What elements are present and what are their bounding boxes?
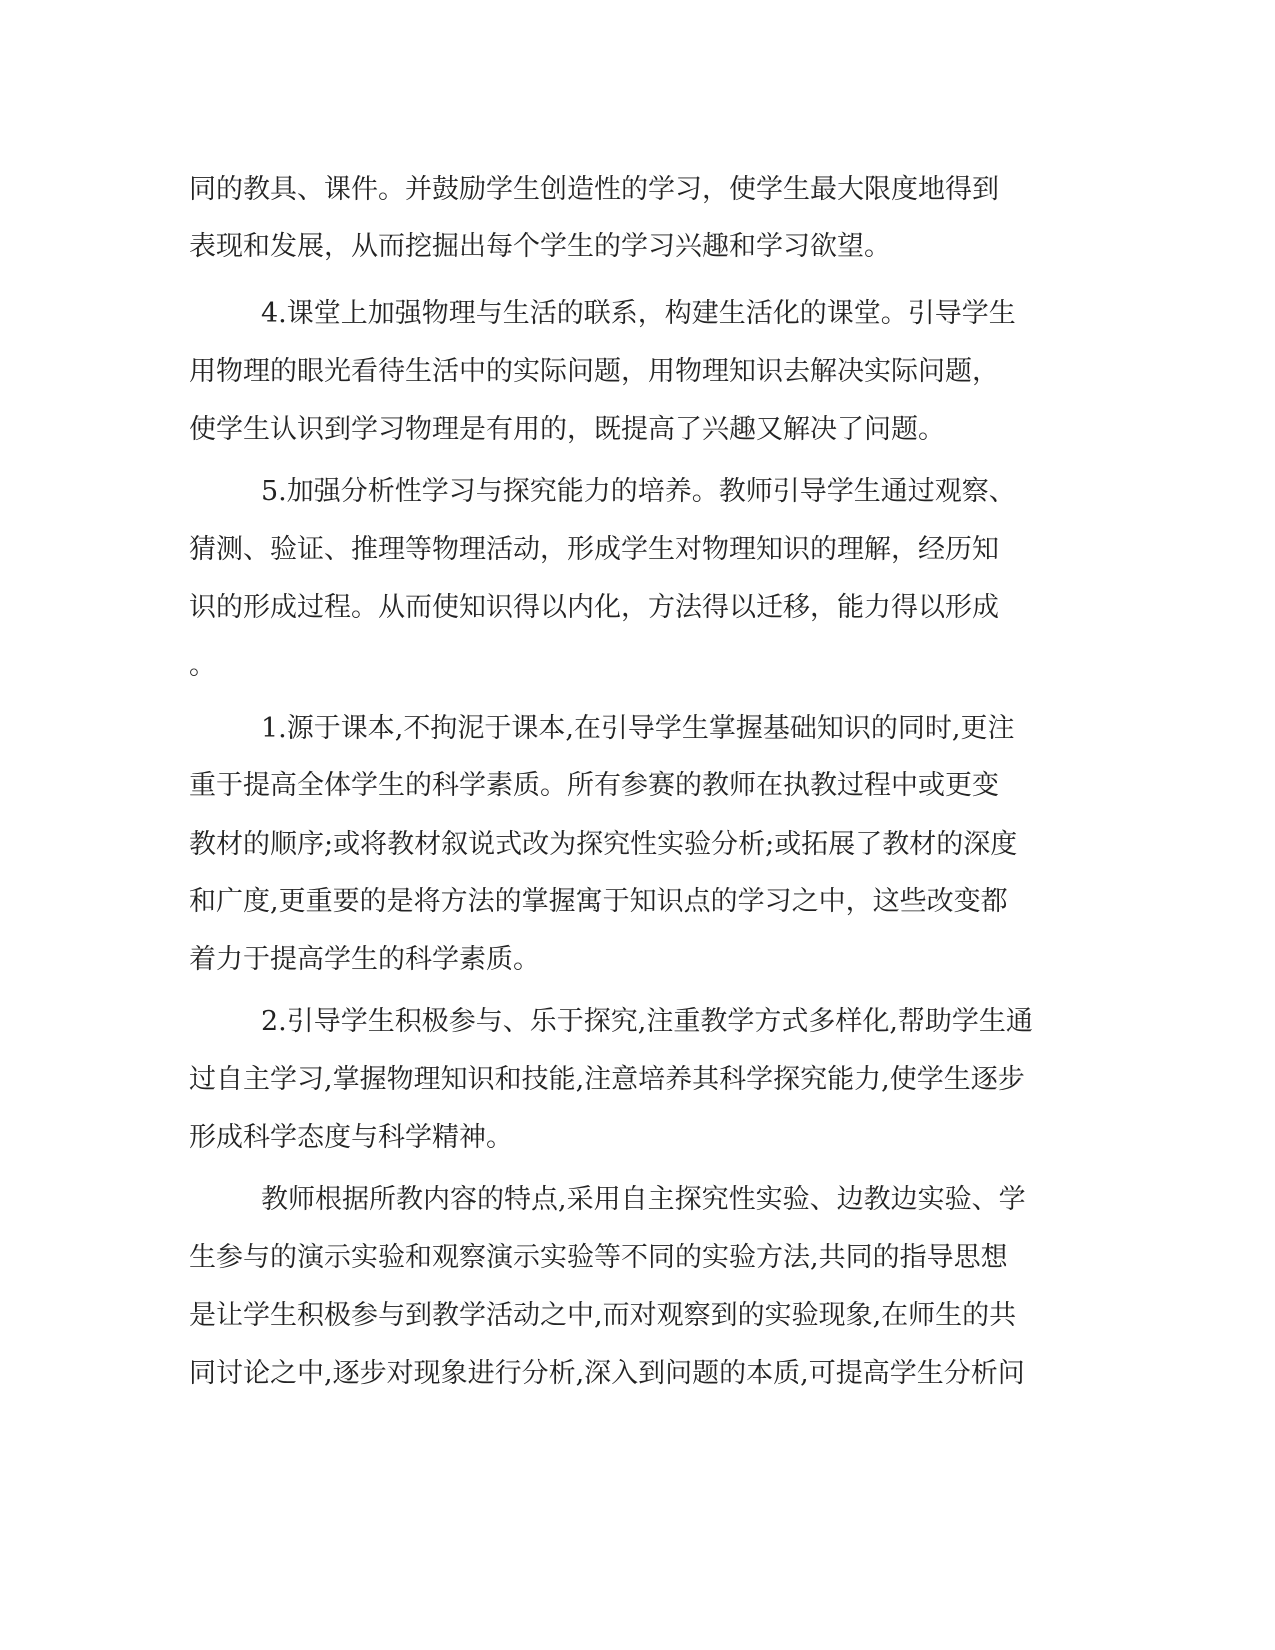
text-line: 猜测、验证、推理等物理活动，形成学生对物理知识的理解，经历知	[189, 534, 999, 565]
text-line: 形成科学态度与科学精神。	[189, 1122, 513, 1153]
paragraph-start-line: 5.加强分析性学习与探究能力的培养。教师引导学生通过观察、	[261, 476, 1016, 507]
text-line: 生参与的演示实验和观察演示实验等不同的实验方法,共同的指导思想	[189, 1242, 1008, 1273]
text-line: 着力于提高学生的科学素质。	[189, 944, 540, 975]
text-line: 教材的顺序;或将教材叙说式改为探究性实验分析;或拓展了教材的深度	[189, 829, 1018, 860]
text-line: 是让学生积极参与到教学活动之中,而对观察到的实验现象,在师生的共	[189, 1300, 1017, 1331]
text-line: 使学生认识到学习物理是有用的，既提高了兴趣又解决了问题。	[189, 414, 945, 445]
text-line: 过自主学习,掌握物理知识和技能,注意培养其科学探究能力,使学生逐步	[189, 1064, 1025, 1095]
text-line: 同的教具、课件。并鼓励学生创造性的学习，使学生最大限度地得到	[189, 174, 999, 205]
paragraph-start-line: 1.源于课本,不拘泥于课本,在引导学生掌握基础知识的同时,更注	[261, 713, 1015, 744]
text-line: 表现和发展，从而挖掘出每个学生的学习兴趣和学习欲望。	[189, 231, 891, 262]
text-line: 重于提高全体学生的科学素质。所有参赛的教师在执教过程中或更变	[189, 770, 999, 801]
paragraph-start-line: 2.引导学生积极参与、乐于探究,注重教学方式多样化,帮助学生通	[261, 1006, 1033, 1037]
paragraph-start-line: 教师根据所教内容的特点,采用自主探究性实验、边教边实验、学	[261, 1184, 1026, 1215]
text-line: 和广度,更重要的是将方法的掌握寓于知识点的学习之中，这些改变都	[189, 886, 1008, 917]
text-line: 用物理的眼光看待生活中的实际问题，用物理知识去解决实际问题，	[189, 356, 999, 387]
paragraph-start-line: 4.课堂上加强物理与生活的联系，构建生活化的课堂。引导学生	[261, 298, 1016, 329]
text-line: 。	[189, 650, 216, 681]
text-line: 识的形成过程。从而使知识得以内化，方法得以迁移，能力得以形成	[189, 592, 999, 623]
text-line: 同讨论之中,逐步对现象进行分析,深入到问题的本质,可提高学生分析问	[189, 1358, 1025, 1389]
